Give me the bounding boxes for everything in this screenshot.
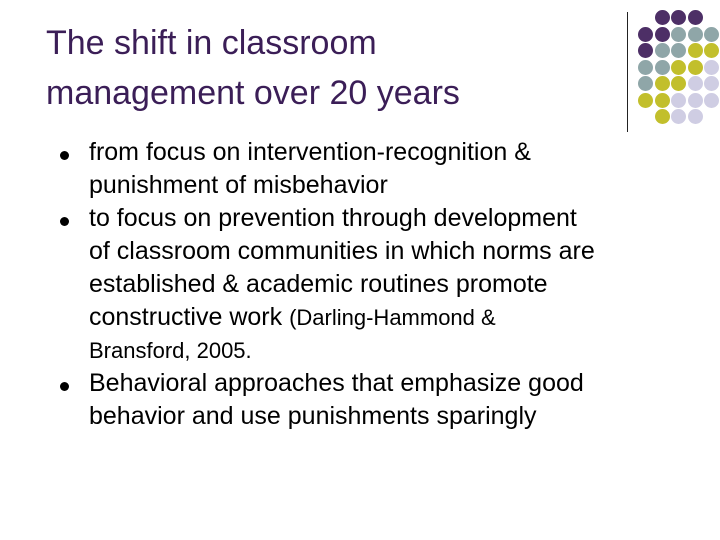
decorative-dot	[688, 60, 703, 75]
decorative-dot	[688, 109, 703, 124]
decorative-dot	[688, 93, 703, 108]
decorative-dot	[671, 109, 686, 124]
decorative-dot	[638, 93, 653, 108]
citation-part-1: (Darling-Hammond &	[289, 305, 496, 330]
decorative-dot	[655, 93, 670, 108]
decorative-dot-grid	[0, 0, 720, 140]
bullet-list	[60, 136, 700, 433]
bullet-icon	[60, 382, 69, 391]
bullet-icon	[60, 217, 69, 226]
title-line-1: The shift in classroom	[46, 24, 377, 62]
decorative-dot	[671, 10, 686, 25]
bullet-2-line-1: to focus on prevention through development	[89, 204, 577, 232]
bullet-1-line-2: punishment of misbehavior	[89, 171, 388, 199]
decorative-dot	[655, 109, 670, 124]
bullet-1-line-1: from focus on intervention-recognition &	[89, 138, 531, 166]
decorative-dot	[671, 60, 686, 75]
decorative-dot	[638, 27, 653, 42]
bullet-2-line-3: established & academic routines promote	[89, 270, 548, 298]
decorative-dot	[655, 43, 670, 58]
decorative-dot	[704, 60, 719, 75]
decorative-dot	[655, 10, 670, 25]
title-line-2: management over 20 years	[46, 74, 460, 112]
bullet-icon	[60, 151, 69, 160]
citation-part-2: Bransford, 2005.	[89, 338, 252, 363]
decorative-dot	[671, 93, 686, 108]
bullet-item-1	[60, 136, 700, 202]
decorative-dot	[671, 27, 686, 42]
decorative-dot	[671, 43, 686, 58]
decorative-dot	[638, 60, 653, 75]
decorative-dot	[655, 60, 670, 75]
decorative-dot	[655, 27, 670, 42]
bullet-2-line-4: constructive work	[89, 303, 283, 331]
decorative-dot	[688, 10, 703, 25]
bullet-item-3	[60, 367, 700, 433]
bullet-2-line-2: of classroom communities in which norms are	[89, 237, 595, 265]
decorative-dot	[704, 93, 719, 108]
decorative-dot	[704, 43, 719, 58]
decorative-dot	[704, 27, 719, 42]
decorative-dot	[655, 76, 670, 91]
decorative-dot	[704, 76, 719, 91]
bullet-3-line-2: behavior and use punishments sparingly	[89, 402, 537, 430]
decorative-dot	[688, 76, 703, 91]
decorative-dot	[638, 76, 653, 91]
decorative-dot	[688, 27, 703, 42]
bullet-item-2	[60, 202, 700, 367]
bullet-3-line-1: Behavioral approaches that emphasize good	[89, 369, 584, 397]
decorative-dot	[688, 43, 703, 58]
decorative-dot	[638, 43, 653, 58]
decorative-dot	[671, 76, 686, 91]
